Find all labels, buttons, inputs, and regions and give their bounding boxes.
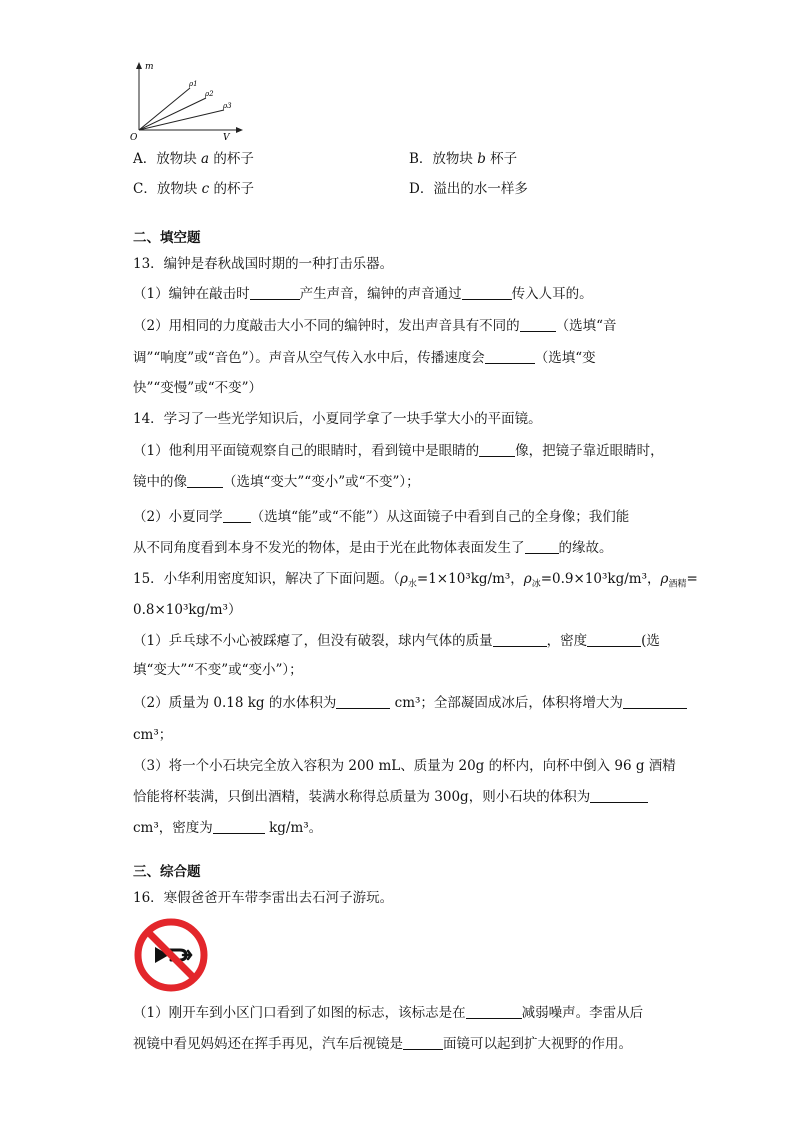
q15-part2-line1: （2）质量为 0.18 kg 的水体积为 cm³；全部凝固成冰后，体积将增大为 — [133, 694, 687, 712]
answer-blank[interactable] — [213, 819, 265, 834]
q13-part2-line2: 调”“响度”或“音色”）。声音从空气传入水中后，传播速度会 （选填“变 — [133, 350, 596, 366]
answer-blank[interactable] — [462, 285, 512, 300]
answer-blank[interactable] — [187, 473, 223, 488]
option-c[interactable]: C．放物块 c 的杯子 — [133, 181, 254, 197]
x-axis-arrow — [236, 127, 243, 133]
q15-part1-line2: 填“变大”“不变”或“变小”）； — [133, 662, 303, 678]
q14-part2-line1: （2）小夏同学 （选填“能”或“不能”）从这面镜子中看到自己的全身像；我们能 — [133, 509, 630, 525]
q14-stem: 14．学习了一些光学知识后，小夏同学拿了一块手掌大小的平面镜。 — [133, 411, 542, 427]
q14-part1-line1: （1）他利用平面镜观察自己的眼睛时，看到镜中是眼睛的 像，把镜子靠近眼睛时， — [133, 443, 664, 459]
label-rho2: ρ2 — [205, 90, 214, 98]
q14-part2-line2: 从不同角度看到本身不发光的物体，是由于光在此物体表面发生了 的缘故。 — [133, 540, 613, 556]
density-graph — [128, 58, 248, 142]
option-b[interactable]: B．放物块 b 杯子 — [409, 151, 518, 167]
q16-stem: 16．寒假爸爸开车带李雷出去石河子游玩。 — [133, 890, 394, 906]
label-rho3: ρ3 — [223, 102, 232, 110]
q15-part3-line1: （3）将一个小石块完全放入容积为 200 mL、质量为 20g 的杯内，向杯中倒入 96 g 酒精 — [133, 758, 676, 774]
q13-part2-line3: 快”“变慢”或“不变”） — [133, 380, 263, 396]
q15-stem-line2: 0.8×10³kg/m³） — [133, 602, 242, 618]
x-axis-label: V — [223, 133, 230, 142]
answer-blank[interactable] — [587, 632, 641, 647]
origin-label: O — [130, 133, 138, 142]
q15-part1-line1: （1）乒乓球不小心被踩瘪了，但没有破裂，球内气体的质量 ，密度 (选 — [133, 633, 660, 649]
q15-part3-line3: cm³，密度为 kg/m³。 — [133, 820, 323, 836]
answer-blank[interactable] — [479, 442, 515, 457]
q16-part1-line1: （1）刚开车到小区门口看到了如图的标志，该标志是在 减弱噪声。李雷从后 — [133, 1005, 644, 1021]
answer-blank[interactable] — [493, 632, 547, 647]
answer-blank[interactable] — [590, 788, 648, 803]
q13-part2-line1: （2）用相同的力度敲击大小不同的编钟时，发出声音具有不同的 （选填“音 — [133, 318, 617, 334]
q13-part1: （1）编钟在敲击时 产生声音，编钟的声音通过 传入人耳的。 — [133, 286, 593, 302]
option-d[interactable]: D．溢出的水一样多 — [409, 181, 528, 197]
no-horn-sign-icon — [133, 917, 209, 993]
answer-blank[interactable] — [623, 694, 687, 709]
y-axis-label: m — [145, 62, 154, 72]
label-rho1: ρ1 — [189, 80, 198, 88]
answer-blank[interactable] — [403, 1035, 443, 1050]
answer-blank[interactable] — [525, 539, 559, 554]
q15-stem-line1: 15．小华利用密度知识，解决了下面问题。（$\rho_水=1\times 10^3kg/m^3$，$\rho_冰=0.9\times 10^3kg/m^3$，$\rho_{酒精}=$ — [133, 571, 698, 590]
answer-blank[interactable] — [520, 317, 556, 332]
y-axis-arrow — [136, 62, 142, 69]
q15-part3-line2: 恰能将杯装满，只倒出酒精，装满水称得总质量为 300g，则小石块的体积为 — [133, 788, 648, 806]
answer-blank[interactable] — [485, 349, 535, 364]
section-title-comprehensive: 三、综合题 — [133, 864, 201, 880]
answer-blank[interactable] — [466, 1004, 522, 1019]
section-title-fill-in: 二、填空题 — [133, 230, 201, 246]
option-a[interactable]: A．放物块 a 的杯子 — [133, 151, 254, 167]
q13-stem: 13．编钟是春秋战国时期的一种打击乐器。 — [133, 256, 394, 272]
q16-part1-line2: 视镜中看见妈妈还在挥手再见，汽车后视镜是 面镜可以起到扩大视野的作用。 — [133, 1036, 632, 1052]
answer-blank[interactable] — [250, 285, 300, 300]
q15-part2-line2: cm³； — [133, 727, 173, 743]
answer-blank[interactable] — [336, 694, 390, 709]
answer-blank[interactable] — [223, 508, 251, 523]
q14-part1-line2: 镜中的像 （选填“变大”“变小”或“不变”）； — [133, 474, 420, 490]
